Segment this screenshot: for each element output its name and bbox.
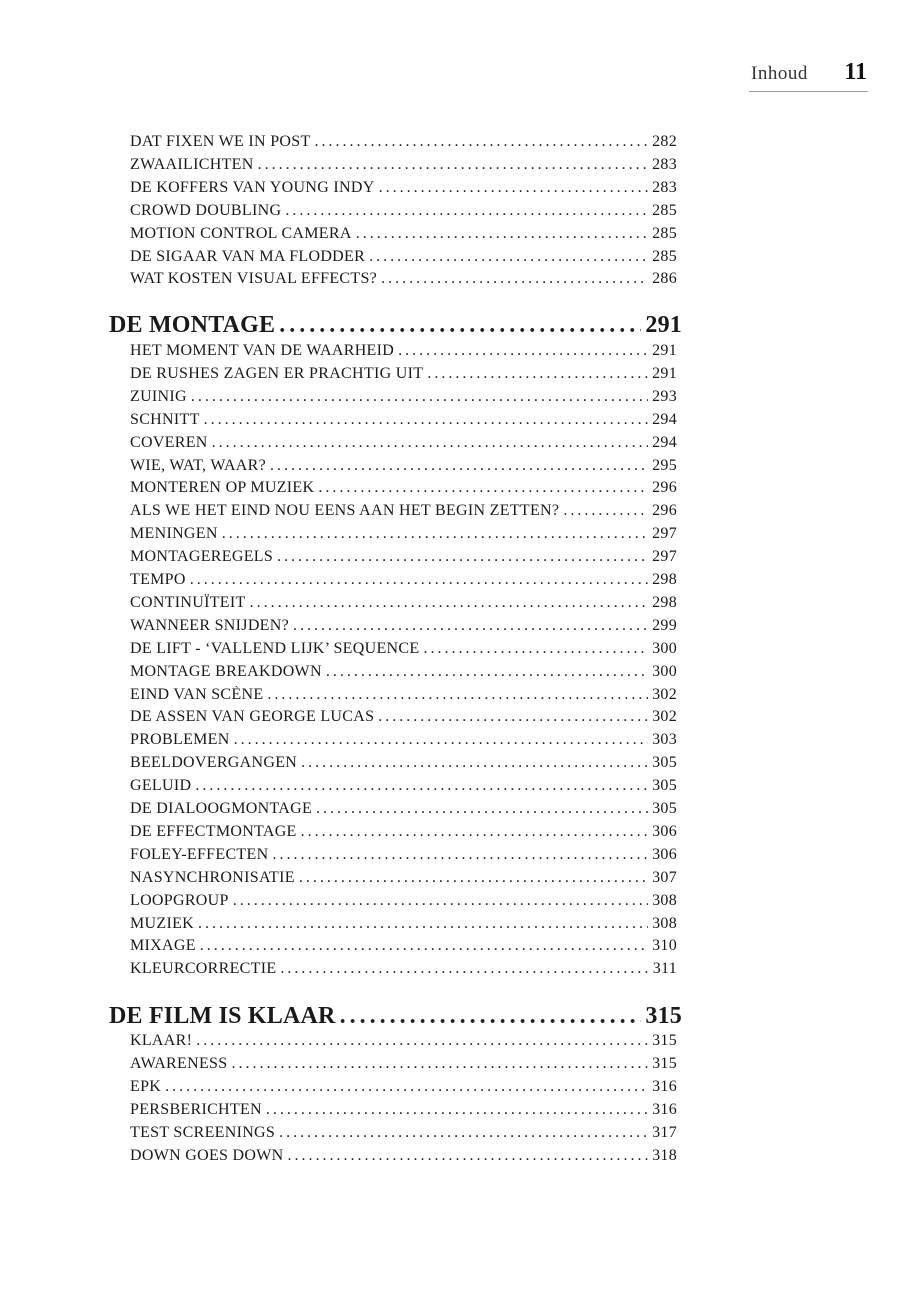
chapter-page: 315 [645, 1003, 682, 1029]
leader-dots [267, 686, 648, 704]
entry-title: MONTEREN OP MUZIEK [130, 479, 315, 497]
leader-dots [293, 617, 648, 635]
entry-title: TEMPO [130, 571, 186, 588]
leader-dots [200, 937, 648, 955]
toc-entry[interactable] [130, 708, 677, 730]
entry-page: 308 [652, 891, 677, 909]
leader-dots [301, 754, 648, 772]
toc-entry[interactable] [130, 502, 677, 524]
leader-dots [379, 179, 649, 197]
leader-dots [233, 892, 648, 910]
entry-title: HET MOMENT VAN DE WAARHEID [130, 342, 395, 359]
toc-entry[interactable] [130, 1078, 677, 1100]
leader-dots [279, 312, 641, 339]
entry-page: 305 [652, 777, 677, 795]
entry-page: 306 [652, 822, 677, 840]
toc-entry[interactable] [130, 1032, 677, 1054]
entry-page: 306 [652, 845, 677, 863]
entry-page: 318 [652, 1146, 677, 1164]
entry-title: WIE, WAT, WAAR? [130, 456, 267, 474]
running-header [749, 58, 868, 92]
entry-title: AWARENESS [130, 1054, 228, 1072]
toc-entry[interactable] [130, 937, 677, 959]
toc-entry[interactable] [130, 1055, 677, 1077]
entry-title: DE KOFFERS VAN YOUNG INDY [130, 178, 375, 196]
toc-entry[interactable] [130, 869, 677, 891]
leader-dots [299, 869, 648, 887]
entry-page: 296 [652, 479, 677, 497]
leader-dots [326, 663, 648, 681]
entry-page: 297 [652, 525, 677, 543]
leader-dots [191, 388, 648, 406]
entry-page: 308 [652, 914, 677, 932]
entry-title: FOLEY-EFFECTEN [130, 845, 269, 863]
entry-title: DE DIALOOGMONTAGE [130, 800, 313, 817]
leader-dots [279, 1124, 648, 1142]
leader-dots [231, 1055, 648, 1073]
leader-dots [398, 342, 648, 360]
entry-page: 294 [652, 410, 677, 428]
entry-page: 283 [652, 178, 677, 196]
entry-page: 315 [652, 1032, 677, 1049]
toc-entry[interactable] [130, 457, 677, 479]
toc-entry[interactable] [130, 179, 677, 201]
entry-page: 315 [652, 1054, 677, 1072]
toc-entry[interactable] [130, 823, 677, 845]
chapter-title: DE FILM IS KLAAR [109, 1003, 336, 1029]
entry-title: EPK [130, 1077, 162, 1095]
entry-page: 298 [652, 571, 677, 588]
toc-entry[interactable] [130, 365, 677, 387]
entry-page: 286 [652, 270, 677, 288]
entry-title: MUZIEK [130, 914, 195, 932]
leader-dots [318, 479, 648, 497]
entry-title: BEELDOVERGANGEN [130, 754, 298, 772]
toc-entry[interactable] [130, 915, 677, 937]
entry-page: 294 [652, 433, 677, 451]
leader-dots [266, 1101, 648, 1119]
entry-page: 300 [652, 662, 677, 680]
toc-entry[interactable] [130, 754, 677, 776]
toc-entry[interactable] [130, 640, 677, 662]
entry-page: 296 [652, 502, 677, 520]
toc-entry[interactable] [130, 225, 677, 247]
entry-title: SCHNITT [130, 410, 200, 428]
toc-entry[interactable] [130, 663, 677, 685]
entry-title: DE RUSHES ZAGEN ER PRACHTIG UIT [130, 364, 424, 382]
entry-title: WANNEER SNIJDEN? [130, 616, 290, 634]
entry-page: 317 [652, 1123, 677, 1141]
leader-dots [288, 1147, 649, 1165]
entry-title: LOOPGROUP [130, 891, 229, 909]
entry-page: 295 [652, 456, 677, 474]
entry-title: GELUID [130, 777, 192, 795]
entry-title: MOTION CONTROL CAMERA [130, 224, 352, 242]
chapter-page: 291 [645, 312, 682, 338]
leader-dots [190, 571, 648, 589]
toc-chapter[interactable] [109, 1003, 682, 1033]
toc-entry[interactable] [130, 270, 677, 292]
entry-title: MONTAGEREGELS [130, 548, 274, 566]
leader-dots [280, 960, 648, 978]
toc-entry[interactable] [130, 548, 677, 570]
entry-page: 285 [652, 201, 677, 219]
entry-title: ZWAAILICHTEN [130, 155, 254, 173]
entry-title: MENINGEN [130, 525, 218, 543]
toc-entry[interactable] [130, 342, 677, 364]
leader-dots [316, 800, 648, 818]
leader-dots [427, 365, 648, 383]
entry-title: DE ASSEN VAN GEORGE LUCAS [130, 708, 375, 726]
leader-dots [369, 248, 648, 266]
toc-entry[interactable] [130, 617, 677, 639]
entry-title: DE LIFT - ‘VALLEND LIJK’ SEQUENCE [130, 639, 420, 657]
entry-page: 299 [652, 616, 677, 634]
toc-entry[interactable] [130, 525, 677, 547]
toc-entry[interactable] [130, 846, 677, 868]
leader-dots [272, 846, 648, 864]
leader-dots [270, 457, 648, 475]
leader-dots [423, 640, 648, 658]
entry-title: WAT KOSTEN VISUAL EFFECTS? [130, 270, 378, 288]
entry-title: DE EFFECTMONTAGE [130, 822, 297, 840]
entry-page: 291 [652, 364, 677, 382]
entry-title: PROBLEMEN [130, 731, 230, 749]
entry-title: KLAAR! [130, 1032, 193, 1049]
entry-page: 310 [652, 937, 677, 955]
entry-title: ZUINIG [130, 387, 187, 405]
chapter-title: DE MONTAGE [109, 312, 276, 338]
toc-entry[interactable] [130, 800, 677, 822]
entry-page: 285 [652, 224, 677, 242]
leader-dots [356, 225, 648, 243]
leader-dots [340, 1003, 642, 1030]
entry-title: COVEREN [130, 433, 208, 451]
leader-dots [277, 548, 648, 566]
entry-page: 316 [652, 1077, 677, 1095]
toc-entry[interactable] [130, 892, 677, 914]
leader-dots [198, 915, 648, 933]
leader-dots [196, 1032, 648, 1050]
entry-title: CROWD DOUBLING [130, 201, 282, 219]
toc-entry[interactable] [130, 1101, 677, 1123]
entry-title: DAT FIXEN WE IN POST [130, 133, 311, 150]
leader-dots [222, 525, 648, 543]
entry-title: TEST SCREENINGS [130, 1123, 276, 1141]
toc-entry[interactable] [130, 1147, 677, 1169]
toc-chapter[interactable] [109, 312, 682, 342]
entry-title: NASYNCHRONISATIE [130, 868, 295, 886]
entry-page: 303 [652, 731, 677, 749]
entry-title: PERSBERICHTEN [130, 1100, 262, 1118]
entry-page: 291 [652, 342, 677, 359]
leader-dots [165, 1078, 648, 1096]
entry-title: DE SIGAAR VAN MA FLODDER [130, 247, 366, 265]
entry-title: CONTINUÏTEIT [130, 593, 246, 611]
entry-page: 302 [652, 685, 677, 703]
entry-page: 298 [652, 593, 677, 611]
entry-title: DOWN GOES DOWN [130, 1146, 284, 1164]
toc-entry[interactable] [130, 594, 677, 616]
toc-entry[interactable] [130, 434, 677, 456]
leader-dots [315, 133, 649, 151]
header-label: Inhoud [751, 63, 808, 84]
leader-dots [234, 731, 648, 749]
leader-dots [204, 411, 648, 429]
toc-entry[interactable] [130, 133, 677, 155]
leader-dots [258, 156, 649, 174]
entry-page: 305 [652, 754, 677, 772]
toc-entry[interactable] [130, 777, 677, 799]
leader-dots [285, 202, 648, 220]
toc-entry[interactable] [130, 960, 677, 982]
toc-entry[interactable] [130, 156, 677, 178]
toc-entry[interactable] [130, 686, 677, 708]
entry-page: 282 [652, 133, 677, 150]
entry-title: MIXAGE [130, 937, 196, 955]
entry-page: 302 [652, 708, 677, 726]
entry-page: 285 [652, 247, 677, 265]
toc-entry[interactable] [130, 248, 677, 270]
entry-title: KLEURCORRECTIE [130, 960, 277, 978]
entry-page: 307 [652, 868, 677, 886]
toc-entry[interactable] [130, 1124, 677, 1146]
leader-dots [381, 270, 648, 288]
toc-entry[interactable] [130, 571, 677, 593]
entry-page: 283 [652, 155, 677, 173]
entry-page: 300 [652, 639, 677, 657]
toc-entry[interactable] [130, 388, 677, 410]
leader-dots [195, 777, 648, 795]
entry-title: MONTAGE BREAKDOWN [130, 662, 322, 680]
toc-entry[interactable] [130, 731, 677, 753]
toc-entry[interactable] [130, 479, 677, 501]
leader-dots [563, 502, 648, 520]
toc-entry[interactable] [130, 411, 677, 433]
leader-dots [378, 708, 648, 726]
page-number: 11 [844, 59, 867, 85]
leader-dots [212, 434, 648, 452]
toc-entry[interactable] [130, 202, 677, 224]
entry-page: 316 [652, 1100, 677, 1118]
entry-page: 305 [652, 800, 677, 817]
entry-page: 311 [652, 960, 677, 978]
leader-dots [301, 823, 648, 841]
entry-title: ALS WE HET EIND NOU EENS AAN HET BEGIN ZETTEN? [130, 502, 560, 520]
entry-page: 293 [652, 387, 677, 405]
entry-title: EIND VAN SCÈNE [130, 685, 264, 703]
leader-dots [250, 594, 649, 612]
entry-page: 297 [652, 548, 677, 566]
